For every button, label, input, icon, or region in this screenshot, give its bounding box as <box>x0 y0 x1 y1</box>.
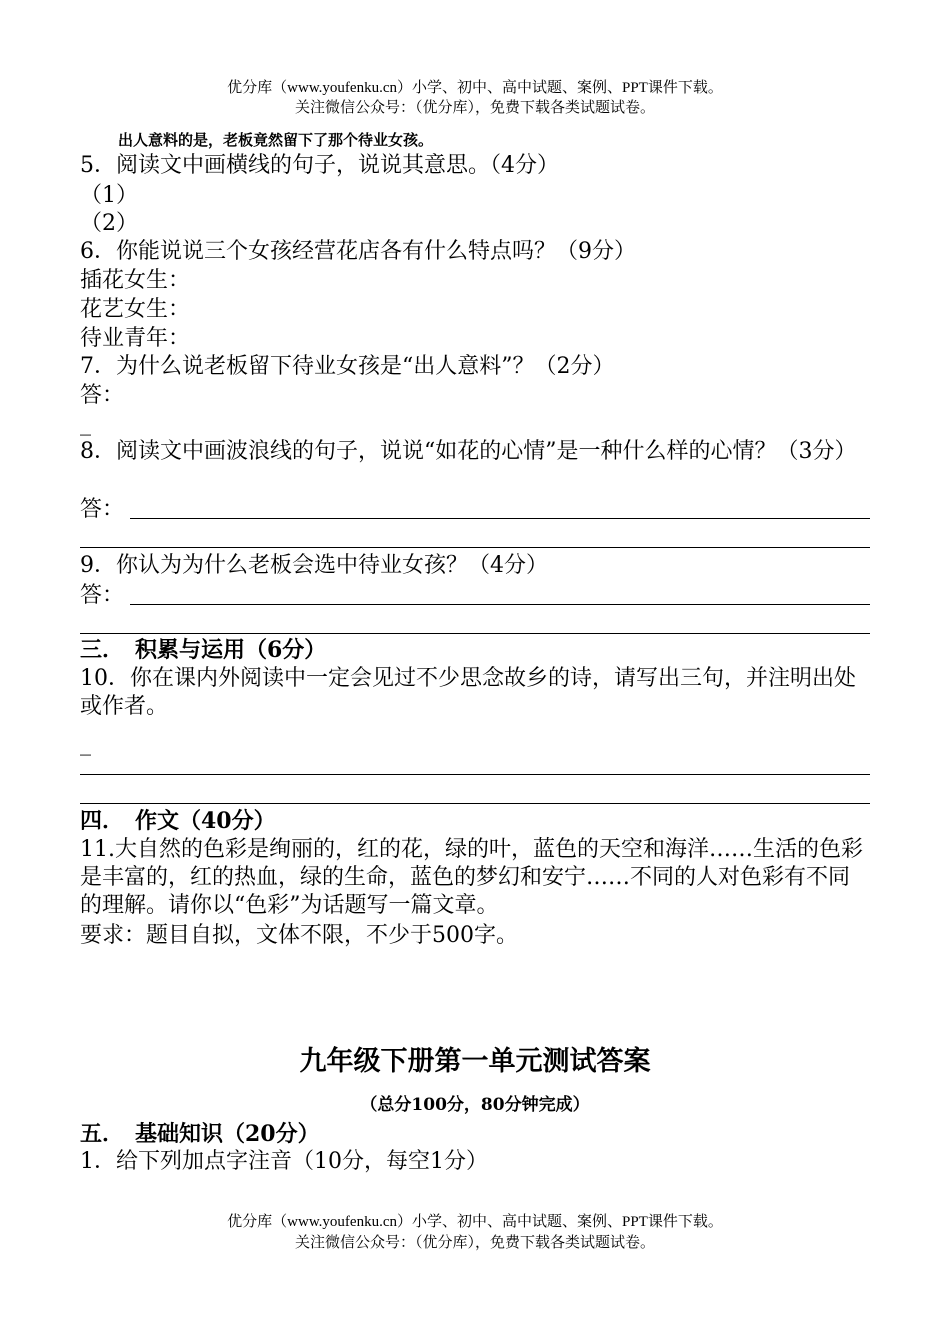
question-11-requirements: 要求：题目自拟，文体不限，不少于500字。 <box>80 923 518 948</box>
section-3-heading: 三． 积累与运用（6分） <box>80 637 327 663</box>
question-6-a: 插花女生： <box>80 268 191 293</box>
section-4-heading: 四． 作文（40分） <box>80 808 276 834</box>
question-5-part-2: （2） <box>80 211 138 236</box>
question-5: 5．阅读文中画横线的句子，说说其意思。（4分） <box>80 153 559 178</box>
question-7-blank-mark: _ <box>80 411 91 436</box>
question-7: 7．为什么说老板留下待业女孩是“出人意料”？（2分） <box>80 354 615 379</box>
answer-key-title: 九年级下册第一单元测试答案 <box>299 1046 651 1077</box>
question-6-c: 待业青年： <box>80 326 191 351</box>
answer-line <box>130 604 870 605</box>
excerpt-sentence: 出人意料的是，老板竟然留下了那个待业女孩。 <box>118 131 434 149</box>
question-5-part-1: （1） <box>80 183 138 208</box>
answer-line <box>80 774 870 775</box>
question-8: 8．阅读文中画波浪线的句子，说说“如花的心情”是一种什么样的心情？（3分） <box>80 439 857 464</box>
footer-line-2: 关注微信公众号：（优分库），免费下载各类试题试卷。 <box>294 1235 655 1251</box>
question-8-answer-label: 答： <box>80 497 125 522</box>
section-5-heading: 五． 基础知识（20分） <box>80 1121 320 1147</box>
question-7-answer-label: 答： <box>80 383 125 408</box>
answer-key-subtitle: （总分100分，80分钟完成） <box>360 1095 590 1115</box>
header-line-2: 关注微信公众号：（优分库），免费下载各类试题试卷。 <box>294 100 655 116</box>
question-9: 9．你认为为什么老板会选中待业女孩？（4分） <box>80 553 548 578</box>
answer-line <box>130 518 870 519</box>
question-9-answer-label: 答： <box>80 583 125 608</box>
header-line-1: 优分库（www.youfenku.cn）小学、初中、高中试题、案例、PPT课件下载。 <box>227 80 723 96</box>
answer-line <box>80 803 870 804</box>
answer-line <box>80 547 870 548</box>
answer-question-1: 1．给下列加点字注音（10分，每空1分） <box>80 1149 488 1174</box>
answer-line <box>80 633 870 634</box>
question-6: 6．你能说说三个女孩经营花店各有什么特点吗？（9分） <box>80 239 636 264</box>
question-10: 10．你在课内外阅读中一定会见过不少思念故乡的诗，请写出三句，并注明出处或作者。 <box>80 666 856 719</box>
footer-line-1: 优分库（www.youfenku.cn）小学、初中、高中试题、案例、PPT课件下载。 <box>227 1214 723 1230</box>
question-6-b: 花艺女生： <box>80 297 191 322</box>
question-10-blank-mark: _ <box>80 731 91 756</box>
question-11: 11.大自然的色彩是绚丽的，红的花，绿的叶，蓝色的天空和海洋……生活的色彩是丰富的，红的热血，绿的生命，蓝色的梦幻和安宁……不同的人对色彩有不同的理解。请你以“色彩”为话题写一篇文章。 <box>80 837 863 918</box>
